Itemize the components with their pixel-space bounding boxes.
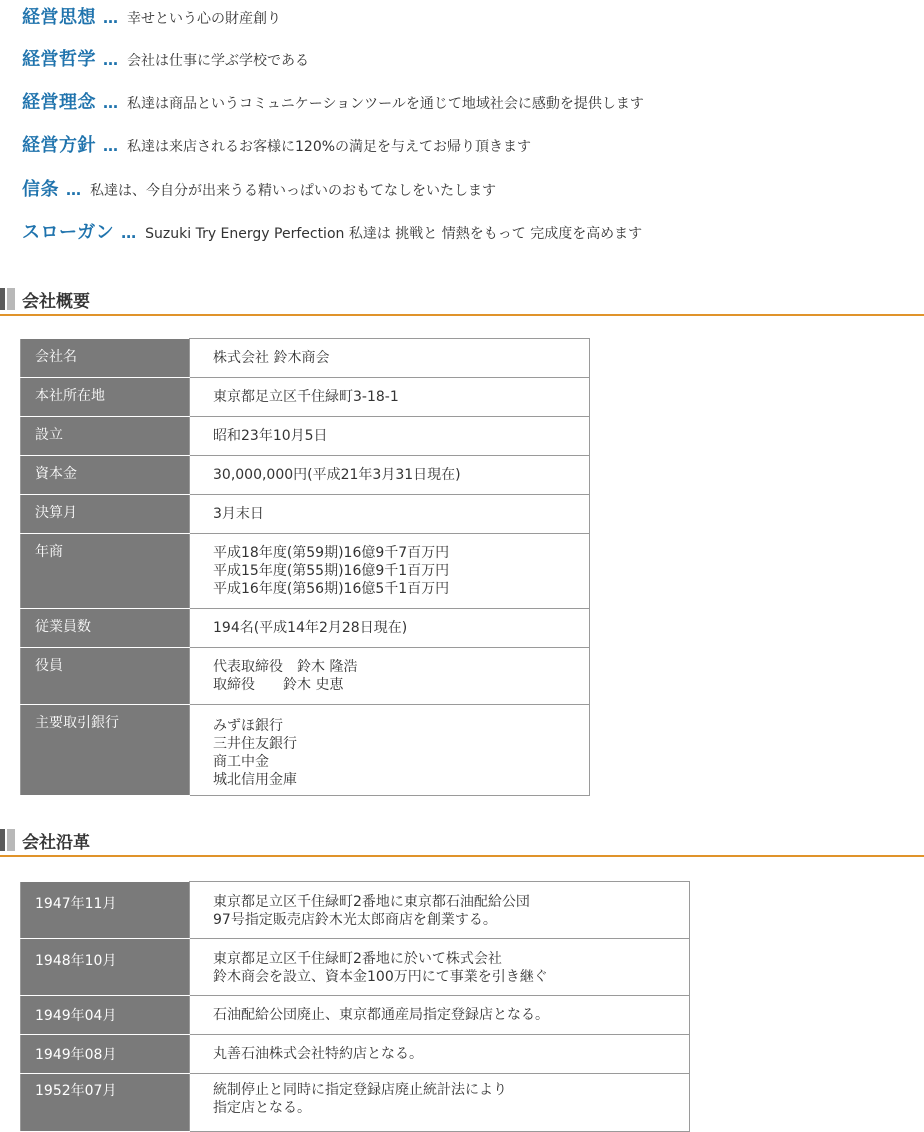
row-label: 会社名 <box>21 339 190 378</box>
value-line: 194名(平成14年2月28日現在) <box>213 620 408 636</box>
value-line: 丸善石油株式会社特約店となる。 <box>213 1046 423 1062</box>
row-value <box>190 939 690 996</box>
table-row <box>21 648 590 705</box>
ellipsis-mark: … <box>103 9 118 27</box>
philosophy-text: Suzuki Try Energy Perfection 私達は 挑戦と 情熱をもって 完成度を高めます <box>145 226 643 242</box>
table-row <box>21 609 590 648</box>
value-line: 97号指定販売店鈴木光太郎商店を創業する。 <box>213 912 497 928</box>
ellipsis-mark: … <box>103 51 118 69</box>
value-line: 昭和23年10月5日 <box>213 428 328 444</box>
company-overview-table <box>20 338 590 796</box>
section-header-history <box>0 825 924 857</box>
row-value <box>190 882 690 939</box>
value-line: 東京都足立区千住緑町2番地に於いて株式会社 <box>213 951 502 967</box>
row-value <box>190 495 590 534</box>
section-title: 会社概要 <box>22 292 90 312</box>
philosophy-item <box>22 45 309 71</box>
row-label: 従業員数 <box>21 609 190 648</box>
row-value <box>190 534 590 609</box>
row-value <box>190 996 690 1035</box>
value-line: 平成16年度(第56期)16億5千1百万円 <box>213 581 450 597</box>
value-line: 3月末日 <box>213 506 264 522</box>
row-value <box>190 378 590 417</box>
table-row <box>21 456 590 495</box>
heading-bar-icon <box>7 288 15 310</box>
value-line: 三井住友銀行 <box>213 736 297 752</box>
philosophy-text: 私達は商品というコミュニケーションツールを通じて地域社会に感動を提供します <box>127 96 644 112</box>
value-line: 石油配給公団廃止、東京都通産局指定登録店となる。 <box>213 1007 549 1023</box>
row-label: 1947年11月 <box>21 882 190 939</box>
table-row <box>21 1035 690 1074</box>
philosophy-item <box>22 218 642 244</box>
section-title: 会社沿革 <box>22 833 90 853</box>
heading-bar-icon <box>0 288 5 310</box>
philosophy-title: 経営思想 <box>22 7 96 28</box>
value-line: 統制停止と同時に指定登録店廃止統計法により <box>213 1082 507 1098</box>
table-row <box>21 534 590 609</box>
ellipsis-mark: … <box>103 94 118 112</box>
heading-bar-icon <box>0 829 5 851</box>
value-line: 東京都足立区千住緑町3-18-1 <box>213 389 399 405</box>
table-row <box>21 378 590 417</box>
row-value <box>190 1074 690 1132</box>
row-label: 主要取引銀行 <box>21 705 190 796</box>
value-line: 鈴木商会を設立、資本金100万円にて事業を引き継ぐ <box>213 969 548 985</box>
philosophy-text: 幸せという心の財産創り <box>127 11 281 27</box>
value-line: 平成15年度(第55期)16億9千1百万円 <box>213 563 450 579</box>
philosophy-title: 経営方針 <box>22 135 96 156</box>
row-value <box>190 609 590 648</box>
row-label: 1952年07月 <box>21 1074 190 1132</box>
company-history-table <box>20 881 690 1132</box>
value-line: みずほ銀行 <box>213 718 283 734</box>
value-line: 株式会社 鈴木商会 <box>213 350 330 366</box>
table-row <box>21 1074 690 1132</box>
row-label: 1949年08月 <box>21 1035 190 1074</box>
row-label: 1948年10月 <box>21 939 190 996</box>
row-label: 決算月 <box>21 495 190 534</box>
heading-bar-icon <box>7 829 15 851</box>
value-line: 平成18年度(第59期)16億9千7百万円 <box>213 545 450 561</box>
ellipsis-mark: … <box>103 137 118 155</box>
row-value <box>190 705 590 796</box>
table-row <box>21 705 590 796</box>
philosophy-title: 経営哲学 <box>22 49 96 70</box>
table-row <box>21 882 690 939</box>
value-line: 取締役 鈴木 史恵 <box>213 677 344 693</box>
philosophy-title: 経営理念 <box>22 92 96 113</box>
philosophy-title: スローガン <box>22 222 115 243</box>
philosophy-item <box>22 175 496 201</box>
row-value <box>190 1035 690 1074</box>
row-label: 役員 <box>21 648 190 705</box>
section-header-overview <box>0 284 924 316</box>
philosophy-item <box>22 131 531 157</box>
row-label: 本社所在地 <box>21 378 190 417</box>
value-line: 東京都足立区千住緑町2番地に東京都石油配給公団 <box>213 894 530 910</box>
row-label: 設立 <box>21 417 190 456</box>
table-row <box>21 495 590 534</box>
philosophy-item <box>22 3 281 29</box>
philosophy-text: 会社は仕事に学ぶ学校である <box>127 53 309 69</box>
row-value <box>190 417 590 456</box>
philosophy-text: 私達は来店されるお客様に120%の満足を与えてお帰り頂きます <box>127 139 532 155</box>
ellipsis-mark: … <box>121 224 137 242</box>
value-line: 30,000,000円(平成21年3月31日現在) <box>213 467 461 483</box>
table-row <box>21 417 590 456</box>
philosophy-text: 私達は、今自分が出来うる精いっぱいのおもてなしをいたします <box>90 183 496 199</box>
row-label: 年商 <box>21 534 190 609</box>
table-row <box>21 339 590 378</box>
value-line: 商工中金 <box>213 754 269 770</box>
table-row <box>21 939 690 996</box>
row-value <box>190 648 590 705</box>
philosophy-title: 信条 <box>22 179 59 200</box>
value-line: 代表取締役 鈴木 隆浩 <box>213 659 358 675</box>
row-value <box>190 456 590 495</box>
row-label: 資本金 <box>21 456 190 495</box>
ellipsis-mark: … <box>66 181 81 199</box>
philosophy-item <box>22 88 644 114</box>
table-row <box>21 996 690 1035</box>
row-value <box>190 339 590 378</box>
row-label: 1949年04月 <box>21 996 190 1035</box>
value-line: 城北信用金庫 <box>213 772 297 788</box>
value-line: 指定店となる。 <box>213 1100 311 1116</box>
